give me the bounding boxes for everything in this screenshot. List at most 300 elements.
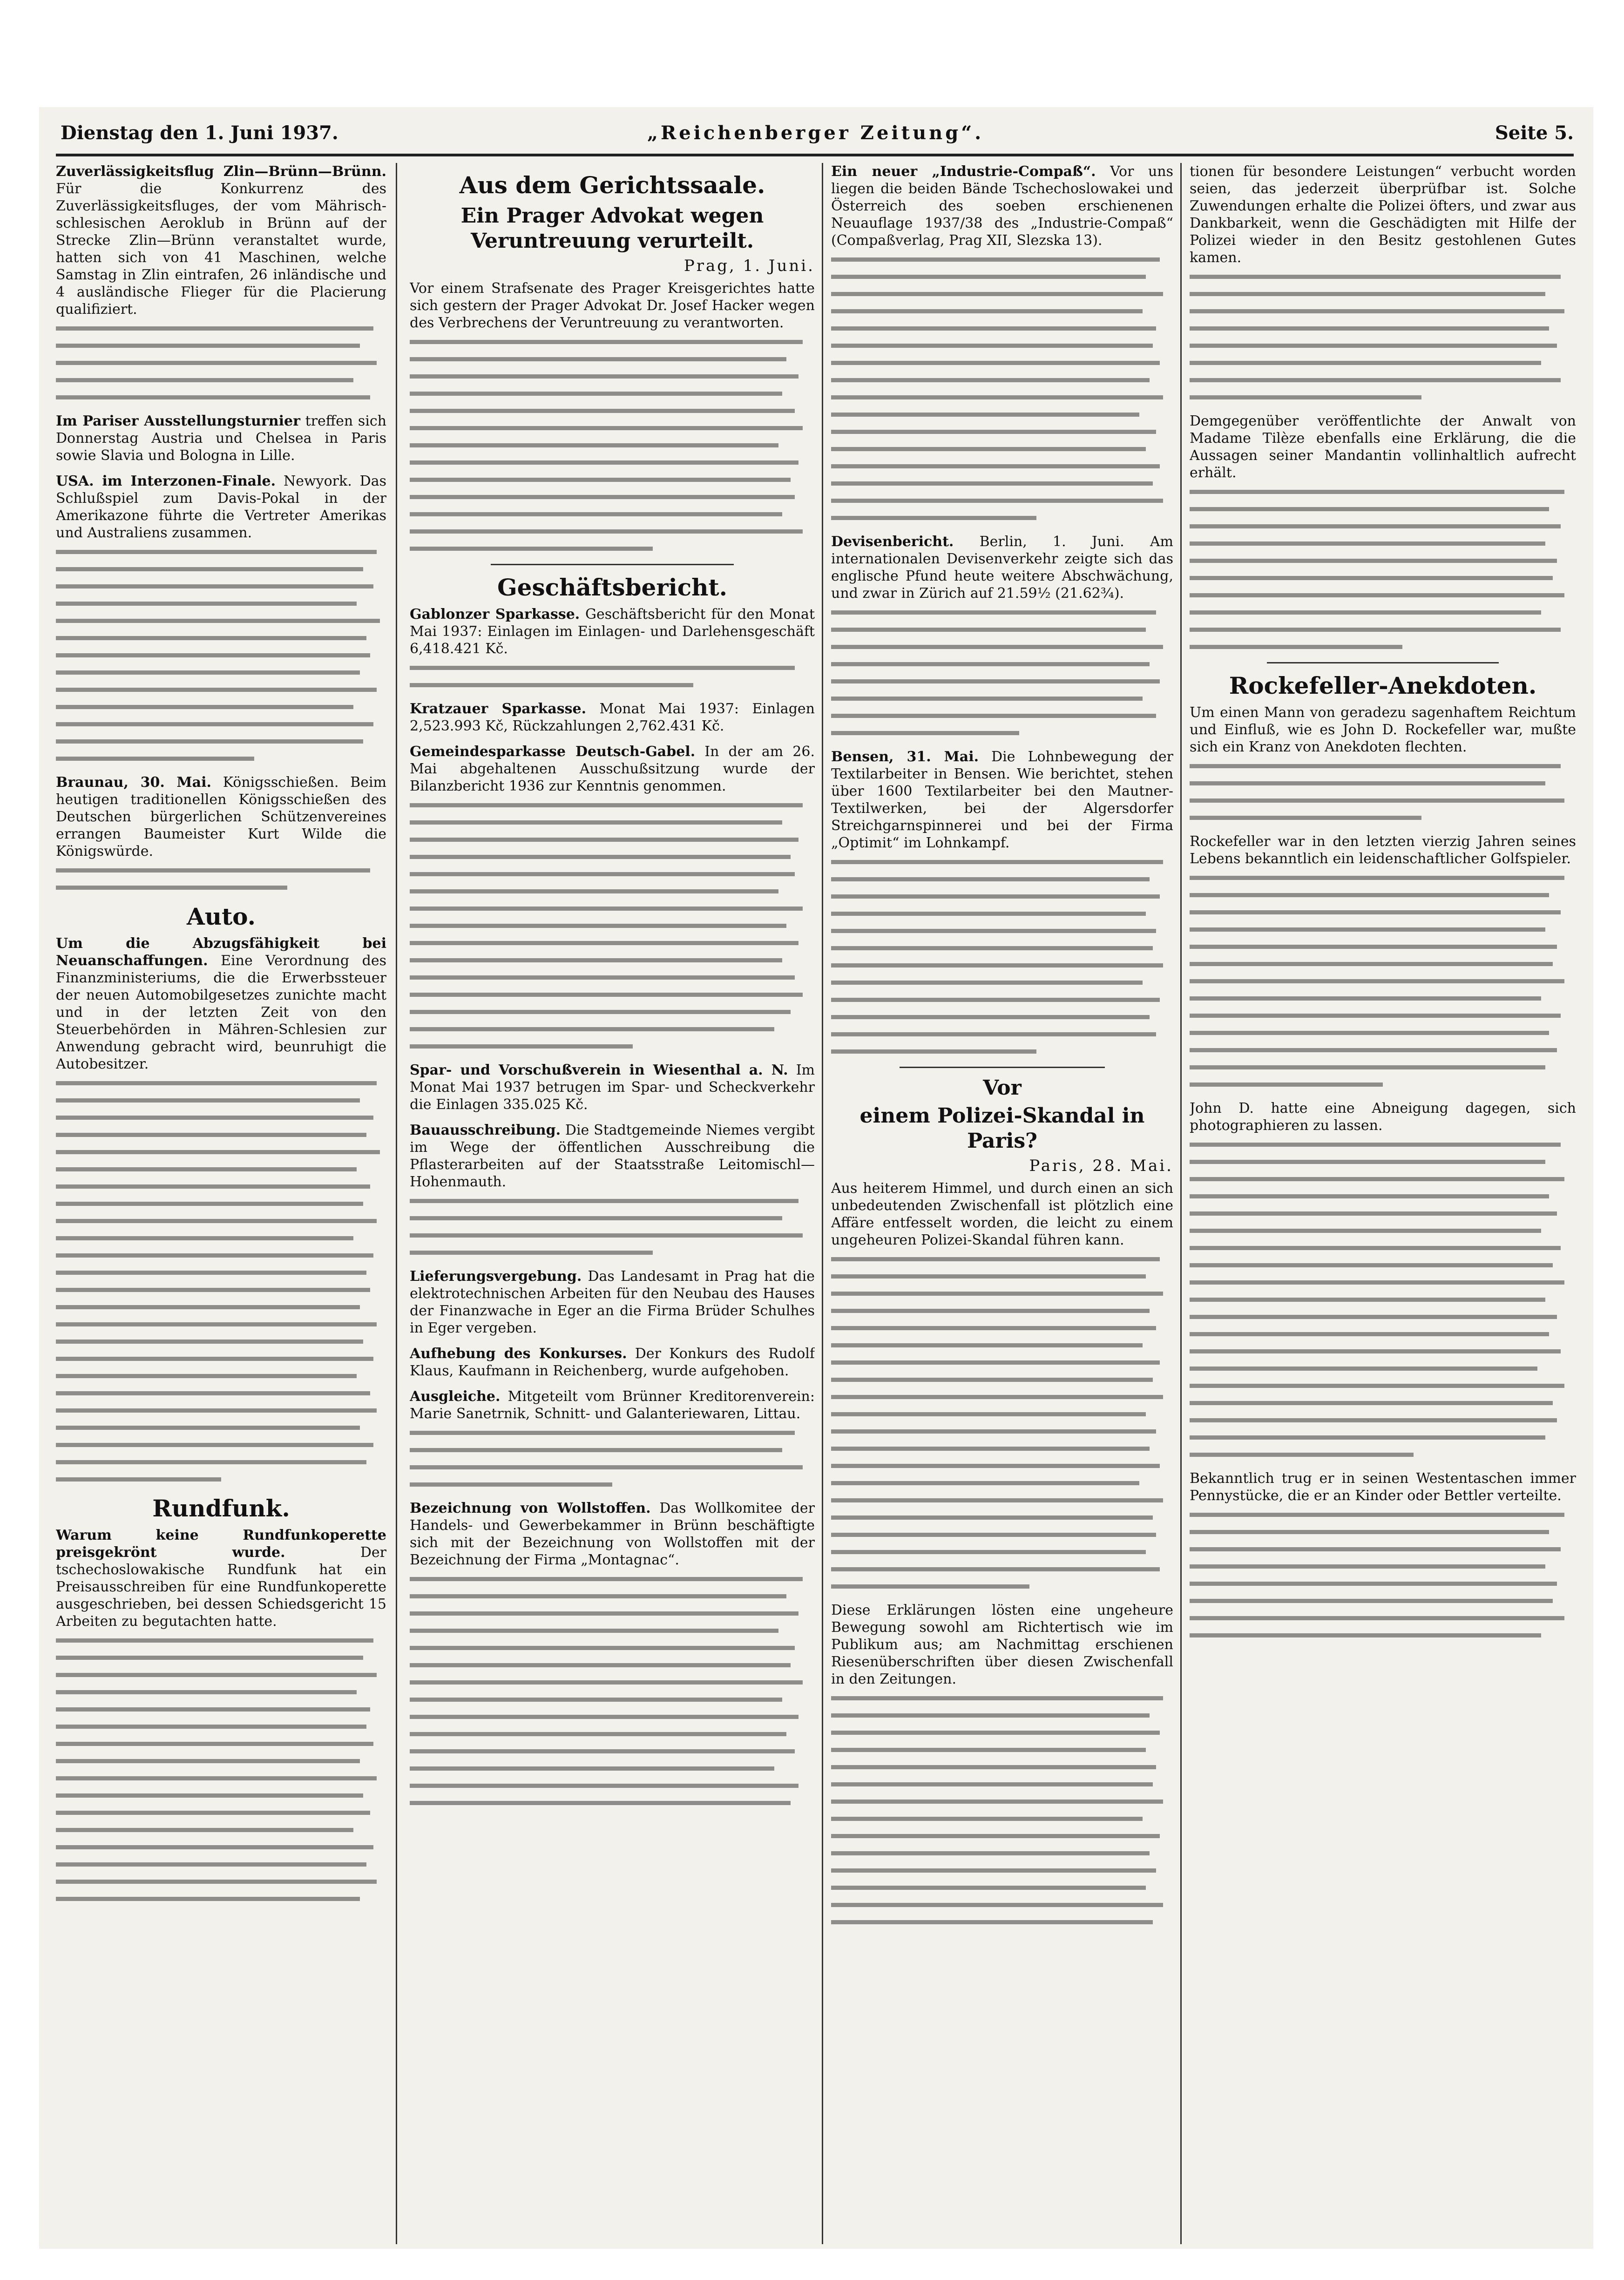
text-line	[410, 1251, 653, 1255]
text-line	[56, 1322, 377, 1326]
article	[410, 1500, 815, 1569]
text-line	[1190, 1367, 1537, 1371]
article-lead: Aufhebung des Konkurses.	[410, 1346, 627, 1362]
column-rule	[1180, 163, 1182, 2244]
text-line	[56, 1880, 377, 1884]
article-text: Die Stadtgemeinde Niemes vergibt im Wege der öffentlichen Ausschreibung die Pflasterarbeiten auf der Staatsstraße Leitomischl—Hohenmauth.	[410, 1122, 815, 1190]
text-line	[56, 1357, 373, 1361]
article	[56, 163, 386, 318]
text-line	[831, 499, 1163, 503]
text-line	[56, 1477, 221, 1482]
text-line	[410, 820, 782, 825]
text-line	[1190, 816, 1421, 820]
text-line	[56, 688, 377, 692]
article	[410, 743, 815, 795]
text-line	[1190, 1582, 1557, 1586]
article-lead: Im Pariser Ausstellungsturnier	[56, 413, 300, 429]
text-line	[56, 1776, 377, 1780]
text-line	[410, 1594, 786, 1598]
text-line	[1190, 524, 1561, 528]
text-line	[56, 1219, 377, 1223]
article-text: Die Lohnbewegung der Textilarbeiter in Bensen. Wie berichtet, stehen über 1600 Textilarbeiter bei den Mautner-Textilwerken, bei der Algersdorfer Streichgarnspinnerei und bei der Firma „Optimit“ im Lohnkampf.	[831, 749, 1173, 851]
text-line	[831, 1481, 1139, 1485]
article-lead: Bezeichnung von Wollstoffen.	[410, 1500, 651, 1516]
headline-advokat: Ein Prager Advokat wegen Veruntreuung verurteilt.	[460, 204, 764, 253]
article-text: In der am 26. Mai abgehaltenen Ausschußsitzung wurde der Bilanzbericht 1936 zur Kenntnis genommen.	[410, 744, 815, 794]
text-line	[1190, 764, 1561, 768]
text-line	[410, 1233, 803, 1238]
article	[831, 748, 1173, 852]
text-line	[1190, 1211, 1557, 1216]
text-line	[56, 378, 353, 382]
text-line	[410, 1646, 795, 1650]
text-line	[1190, 1530, 1549, 1534]
text-line	[1190, 1599, 1553, 1603]
section-title-gerichtssaal: Aus dem Gerichtssaale.	[459, 171, 765, 199]
text-line	[831, 1049, 1036, 1054]
text-line	[56, 1167, 357, 1171]
divider	[1267, 662, 1499, 663]
text-line	[831, 1696, 1163, 1700]
text-line	[831, 326, 1156, 331]
text-line	[831, 1851, 1150, 1855]
text-line	[831, 1584, 1029, 1589]
text-line	[410, 666, 795, 670]
text-line	[831, 912, 1146, 916]
text-line	[410, 1216, 782, 1220]
text-line	[410, 1732, 786, 1736]
text-line	[410, 426, 803, 430]
text-line	[831, 413, 1139, 417]
article-text: Mitgeteilt vom Brünner Kreditorenverein: Marie Sanetrnik, Schnitt- und Galanteriewaren, Littau.	[410, 1388, 815, 1422]
text-line	[56, 1742, 373, 1746]
text-line	[1190, 876, 1564, 880]
section-title-rundfunk: Rundfunk.	[152, 1495, 290, 1522]
header-date: Dienstag den 1. Juni 1937.	[61, 122, 338, 144]
text-line	[56, 1759, 360, 1763]
text-line	[1190, 326, 1549, 331]
text-line	[56, 1133, 366, 1137]
text-line	[1190, 1513, 1564, 1517]
text-line	[1190, 395, 1421, 399]
text-line	[1190, 979, 1564, 983]
text-line	[56, 1725, 366, 1729]
text-line	[56, 1098, 360, 1103]
article-lead: Ausgleiche.	[410, 1388, 501, 1405]
text-line	[1190, 893, 1549, 897]
text-line	[56, 1253, 373, 1258]
text-line	[1190, 1298, 1545, 1302]
text-line	[831, 1378, 1153, 1382]
text-line	[410, 803, 803, 807]
article-text: Das Wollkomitee der Handels- und Gewerbekammer in Brünn beschäftigte sich mit der Bezeichnung von Wollstoffen mit der Bezeichnung der Firma „Montagnac“.	[410, 1500, 815, 1568]
text-line	[410, 1801, 791, 1805]
text-line	[831, 697, 1143, 701]
article-lead: Ein neuer „Industrie-Compaß“.	[831, 163, 1096, 180]
article-text: Um einen Mann von geradezu sagenhaftem Reichtum und Einfluß, wie es John D. Rockefeller war, mußte sich ein Kranz von Anekdoten flechten.	[1190, 704, 1576, 755]
text-line	[56, 670, 360, 675]
article	[831, 163, 1173, 249]
text-line	[56, 1811, 370, 1815]
text-line	[410, 1465, 803, 1469]
article-text: Königsschießen. Beim heutigen traditionellen Königsschießen des Deutschen bürgerlichen Schützenvereines errangen Baumeister Kurt Wilde die Königswürde.	[56, 774, 386, 859]
text-line	[1190, 1014, 1561, 1018]
text-line	[56, 584, 373, 589]
article-text: treffen sich Donnerstag Austria und Chelsea in Paris sowie Slavia und Bologna in Lille.	[56, 413, 386, 464]
text-line	[410, 1448, 782, 1452]
text-line	[56, 326, 373, 331]
article	[831, 533, 1173, 602]
text-line	[1190, 610, 1541, 615]
text-line	[831, 1447, 1150, 1451]
article-lead: Bensen, 31. Mai.	[831, 749, 979, 765]
text-line	[410, 1027, 774, 1031]
text-line	[831, 1800, 1163, 1804]
page-header	[56, 122, 1574, 155]
text-line	[56, 1460, 366, 1464]
column-rule	[822, 163, 823, 2244]
article-lead: Devisenbericht.	[831, 534, 954, 550]
text-line	[410, 392, 782, 396]
text-line	[1190, 1384, 1564, 1388]
article	[410, 1062, 815, 1113]
text-line	[56, 1236, 353, 1240]
text-line	[1190, 1246, 1561, 1250]
text-line	[831, 946, 1153, 950]
text-line	[1190, 292, 1545, 296]
text-line	[831, 1360, 1160, 1365]
article-text: Für die Konkurrenz des Zuverlässigkeitsfluges, der vom Mährisch-schlesischen Aeroklub in Brünn auf der Strecke Zlin—Brünn veranstaltet wurde, hatten sich von 41 Maschinen, welche Samstag in Zlin eintrafen, 26 inländische und 4 ausländische Flieger für die Placierung qualifiziert.	[56, 181, 386, 318]
text-line	[56, 1288, 370, 1292]
text-line	[410, 941, 798, 945]
text-line	[1190, 927, 1545, 932]
article-lead: Um die Abzugsfähigkeit bei Neuanschaffungen.	[56, 935, 386, 969]
article	[56, 473, 386, 541]
text-line	[831, 1395, 1163, 1399]
text-line	[56, 602, 357, 606]
text-line	[56, 1443, 373, 1447]
article-lead: Gemeindesparkasse Deutsch-Gabel.	[410, 744, 696, 760]
article-text: Das Landesamt in Prag hat die elektrotechnischen Arbeiten für den Neubau des Hauses der Finanzwache in Eger an die Firma Brüder Schulhes in Eger vergeben.	[410, 1268, 815, 1336]
text-line	[1190, 1263, 1553, 1267]
text-line	[1190, 1280, 1564, 1285]
text-line	[410, 975, 795, 980]
text-line	[831, 292, 1163, 296]
article-text: Berlin, 1. Juni. Am internationalen Devisenverkehr zeigte sich das englische Pfund heute weitere Abschwächung, und zwar in Zürich auf 21.59½ (21.62¾).	[831, 534, 1173, 602]
text-line	[831, 1868, 1156, 1873]
text-line	[410, 1199, 798, 1203]
text-line	[1190, 1401, 1553, 1405]
text-line	[56, 1897, 360, 1901]
text-line	[56, 1638, 373, 1643]
text-line	[1190, 361, 1541, 365]
text-line	[831, 628, 1146, 632]
article-text: John D. hatte eine Abneigung dagegen, sich photographieren zu lassen.	[1190, 1100, 1576, 1134]
text-line	[410, 1611, 798, 1616]
column-2	[410, 163, 815, 2244]
article-lead: Warum keine Rundfunkoperette preisgekrönt wurde.	[56, 1527, 386, 1561]
column-3	[831, 163, 1173, 2244]
text-line	[410, 1784, 798, 1788]
text-line	[831, 860, 1163, 864]
text-line	[831, 1464, 1160, 1468]
text-line	[831, 1567, 1160, 1571]
text-line	[1190, 910, 1561, 914]
text-line	[410, 374, 798, 379]
text-line	[831, 1817, 1143, 1821]
text-line	[831, 714, 1156, 718]
text-line	[1190, 1453, 1414, 1457]
text-line	[410, 838, 798, 842]
text-line	[410, 547, 653, 551]
text-line	[831, 1292, 1163, 1296]
text-line	[56, 1690, 357, 1694]
text-line	[1190, 645, 1402, 649]
text-line	[831, 1834, 1160, 1838]
text-line	[410, 855, 791, 859]
text-line	[831, 963, 1163, 967]
text-line	[1190, 962, 1553, 966]
text-line	[831, 1309, 1150, 1313]
text-line	[831, 1498, 1163, 1502]
article	[410, 700, 815, 735]
article-text: Bekanntlich trug er in seinen Westentaschen immer Pennystücke, die er an Kinder oder Bettler verteilte.	[1190, 1470, 1576, 1504]
section-title-auto: Auto.	[186, 903, 256, 930]
dateline: Paris, 28. Mai.	[1029, 1157, 1173, 1175]
article	[410, 606, 815, 657]
text-line	[831, 1015, 1150, 1019]
article-lead: USA. im Interzonen-Finale.	[56, 473, 276, 489]
text-line	[410, 683, 693, 687]
article-text: Geschäftsbericht für den Monat Mai 1937: Einlagen im Einlagen- und Darlehensgeschäft 6,418.421 Kč.	[410, 606, 815, 657]
article-text: Der Konkurs des Rudolf Klaus, Kaufmann in Reichenberg, wurde aufgehoben.	[410, 1346, 815, 1379]
article-lead: Lieferungsvergebung.	[410, 1268, 582, 1285]
text-line	[56, 1408, 377, 1413]
text-line	[831, 1731, 1160, 1735]
text-line	[56, 1862, 366, 1867]
text-line	[1190, 628, 1561, 632]
divider	[491, 564, 734, 565]
text-line	[831, 309, 1143, 313]
article	[410, 1345, 815, 1380]
text-line	[831, 257, 1160, 262]
article-text: Monat Mai 1937: Einlagen 2,523.993 Kč, Rückzahlungen 2,762.431 Kč.	[410, 701, 815, 734]
text-line	[831, 361, 1160, 365]
text-line	[410, 495, 795, 499]
text-line	[410, 1431, 795, 1435]
column-rule	[396, 163, 397, 2244]
text-line	[831, 1782, 1153, 1786]
text-line	[410, 1680, 803, 1685]
text-line	[831, 731, 1019, 735]
text-line	[1190, 945, 1557, 949]
text-line	[56, 1391, 370, 1395]
text-line	[831, 1326, 1156, 1330]
article-text: Im Monat Mai 1937 betrugen im Spar- und Scheckverkehr die Einlagen 335.025 Kč.	[410, 1062, 815, 1113]
text-line	[410, 478, 791, 482]
text-line	[1190, 1160, 1545, 1164]
text-line	[831, 481, 1153, 486]
text-line	[410, 1044, 633, 1049]
text-line	[831, 1412, 1146, 1416]
text-line	[831, 679, 1160, 683]
text-line	[410, 1663, 791, 1667]
text-line	[1190, 1547, 1561, 1551]
text-line	[410, 907, 803, 911]
article-text: Vor einem Strafsenate des Prager Kreisgerichtes hatte sich gestern der Prager Advokat Dr. Josef Hacker wegen des Verbrechens der Veruntreuung zu verantworten.	[410, 280, 815, 331]
text-line	[56, 1305, 360, 1309]
article-text: Rockefeller war in den letzten vierzig Jahren seines Lebens bekanntlich ein leidenschaftlicher Golfspieler.	[1190, 833, 1576, 867]
dateline: Prag, 1. Juni.	[683, 257, 815, 275]
headline-polizei-skandal: einem Polizei-Skandal in Paris?	[859, 1104, 1145, 1153]
text-line	[1190, 1065, 1545, 1069]
column-4	[1190, 163, 1576, 2244]
section-title-rockefeller: Rockefeller-Anekdoten.	[1229, 672, 1537, 699]
text-line	[56, 1150, 380, 1154]
text-line	[1190, 593, 1564, 597]
text-line	[831, 1274, 1146, 1279]
text-line	[56, 1184, 370, 1189]
article-text: Demgegenüber veröffentlichte der Anwalt von Madame Tilèze ebenfalls eine Erklärung, die die Aussagen seiner Mandantin vollinhaltlich aufrecht erhält.	[1190, 413, 1576, 481]
text-line	[831, 1032, 1156, 1036]
text-line	[410, 357, 786, 361]
text-line	[56, 361, 377, 365]
text-line	[410, 512, 782, 516]
text-line	[410, 460, 798, 465]
text-line	[410, 1749, 795, 1753]
text-line	[56, 1340, 363, 1344]
text-line	[1190, 275, 1561, 279]
text-line	[56, 886, 287, 890]
article-text: tionen für besondere Leistungen“ verbucht worden seien, das jederzeit überprüfbar ist. Solche Zuwendungen erhalte die Polizei öfters, und zwar aus Dankbarkeit, wenn die Geschädigten mit Hilfe der Polizei wieder in den Besitz gestohlenen Gutes kamen.	[1190, 163, 1576, 266]
text-line	[56, 757, 254, 761]
text-line	[1190, 576, 1553, 580]
text-line	[831, 981, 1143, 985]
text-line	[410, 1010, 791, 1014]
text-line	[410, 1577, 803, 1581]
text-line	[410, 409, 795, 413]
text-line	[831, 275, 1146, 279]
text-line	[56, 653, 370, 657]
article-lead: Kratzauer Sparkasse.	[410, 701, 587, 717]
text-line	[1190, 1435, 1545, 1440]
text-line	[831, 645, 1163, 649]
text-line	[1190, 1143, 1561, 1147]
text-line	[831, 1429, 1156, 1434]
newspaper-title: „Reichenberger Zeitung“.	[647, 122, 984, 144]
text-line	[56, 1374, 357, 1378]
text-line	[1190, 1177, 1564, 1181]
text-line	[831, 344, 1153, 348]
article	[56, 935, 386, 1073]
text-line	[56, 722, 373, 726]
article-lead: Spar- und Vorschußverein in Wiesenthal a. N.	[410, 1062, 788, 1078]
text-line	[56, 619, 380, 623]
text-line	[410, 443, 778, 447]
article-text: Newyork. Das Schlußspiel zum Davis-Pokal in der Amerikazone führte die Vertreter Amerikas und Australiens zusammen.	[56, 473, 386, 541]
text-line	[831, 516, 1036, 520]
text-line	[56, 1202, 363, 1206]
article-text: Aus heiterem Himmel, und durch einen an sich unbedeutenden Zwischenfall ist plötzlich eine Affäre entfesselt worden, die leicht zu einem ungeheuren Polizei-Skandal führen kann.	[831, 1180, 1173, 1248]
text-line	[56, 1656, 363, 1660]
text-line	[56, 1793, 363, 1798]
text-line	[831, 447, 1146, 451]
text-line	[1190, 1082, 1383, 1087]
text-line	[831, 1515, 1153, 1520]
text-line	[831, 1533, 1156, 1537]
text-line	[1190, 490, 1564, 494]
text-line	[1190, 1349, 1561, 1353]
text-line	[410, 1766, 774, 1771]
text-line	[56, 1673, 377, 1677]
text-line	[410, 529, 803, 534]
text-line	[831, 610, 1156, 615]
text-line	[831, 1257, 1160, 1261]
article-text: Vor uns liegen die beiden Bände Tschechoslowakei und Österreich des soeben erschienenen Neuauflage 1937/38 des „Industrie-Compaß“ (Compaßverlag, Prag XII, Slezska 13).	[831, 163, 1173, 249]
text-line	[1190, 996, 1541, 1001]
article	[410, 1122, 815, 1191]
text-line	[56, 1116, 373, 1120]
text-line	[831, 1550, 1146, 1554]
text-line	[831, 1903, 1163, 1907]
text-line	[1190, 1048, 1557, 1052]
text-line	[831, 1886, 1146, 1890]
text-line	[410, 958, 782, 962]
section-title-geschaeftsbericht: Geschäftsbericht.	[497, 574, 728, 601]
text-line	[410, 993, 803, 997]
article-lead: Braunau, 30. Mai.	[56, 774, 211, 791]
article	[410, 1388, 815, 1422]
headline-pre: Vor	[983, 1076, 1022, 1100]
article-text: Eine Verordnung des Finanzministeriums, die die Erwerbssteuer der neuen Automobilgesetzes zunichte macht und in der letzten Zeit von den Steuerbehörden in Mähren-Schlesien zur Anwendung gebracht wird, beunruhigt die Autobesitzer.	[56, 953, 386, 1072]
text-line	[410, 1715, 798, 1719]
text-line	[410, 889, 778, 893]
text-line	[831, 1765, 1156, 1769]
text-line	[56, 1271, 366, 1275]
text-line	[1190, 378, 1561, 382]
header-rule	[56, 154, 1574, 156]
article-text: Der tschechoslowakische Rundfunk hat ein Preisausschreiben für eine Rundfunkoperette ausgeschrieben, bei dessen Schiedsgericht 15 Arbeiten zu begutachten hatte.	[56, 1544, 386, 1630]
text-line	[410, 1629, 778, 1633]
column-1	[56, 163, 386, 2244]
text-line	[831, 1713, 1150, 1718]
text-line	[56, 344, 360, 348]
text-line	[1190, 1194, 1549, 1198]
text-line	[56, 868, 370, 873]
text-line	[831, 929, 1156, 933]
text-line	[1190, 1031, 1549, 1035]
article	[56, 413, 386, 464]
text-line	[1190, 1315, 1557, 1319]
text-line	[831, 1920, 1153, 1924]
text-line	[1190, 507, 1549, 511]
text-line	[831, 894, 1160, 899]
text-line	[56, 395, 370, 399]
text-line	[56, 705, 353, 709]
article-text: Diese Erklärungen lösten eine ungeheure Bewegung sowohl am Richtertisch wie im Publikum aus; am Nachmittag erschienen Riesenüberschriften über diesen Zwischenfall in den Zeitungen.	[831, 1602, 1173, 1687]
text-line	[56, 1828, 353, 1832]
text-line	[1190, 1564, 1545, 1569]
text-line	[831, 378, 1150, 382]
text-line	[831, 877, 1150, 881]
page-number: Seite 5.	[1495, 122, 1574, 144]
text-line	[56, 739, 363, 744]
article-lead: Gablonzer Sparkasse.	[410, 606, 580, 622]
text-line	[1190, 781, 1545, 785]
article-lead: Bauausschreibung.	[410, 1122, 561, 1138]
text-line	[1190, 798, 1564, 803]
text-line	[56, 1707, 370, 1712]
